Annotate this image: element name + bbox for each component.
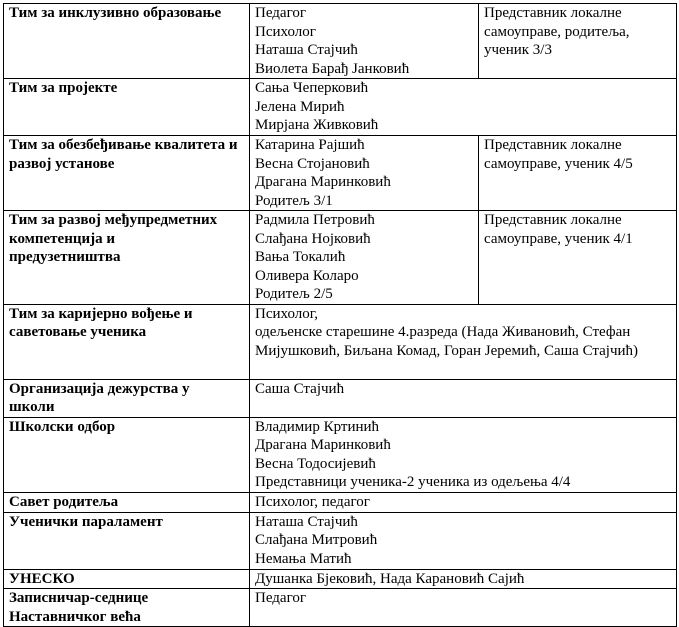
member: Мирјана Живковић [255,117,379,133]
team-name [4,512,250,569]
team-name-text: Школски одбор [9,418,116,435]
team-name [4,417,250,492]
member: Наташа Стајчић [255,42,358,58]
table-row [4,136,677,211]
member: Катарина Рајшић [255,137,365,153]
team-members [250,379,677,417]
member: Слађана Нојковић [255,230,371,247]
member: Вања Токалић [255,249,346,265]
table-row [4,79,677,136]
team-members [250,569,677,589]
team-name [4,211,250,305]
team-name [4,492,250,512]
member: Психолог [255,23,316,40]
team-name-text: Савет родитеља [9,493,119,510]
team-extra [479,211,677,305]
team-name-text: Ученички параламент [9,513,163,530]
member: Педагог [255,590,307,606]
extra-text: Представник локалне самоуправе, ученик 4/5 [484,137,633,172]
team-name-text: УНЕСКО [9,570,75,587]
table-row [4,569,677,589]
table-row [4,417,677,492]
member: Душанка Бјековић, Нада Карановић Сајић [255,570,525,587]
extra-text: Представник локалне самоуправе, родитеља, ученик 3/3 [484,5,630,58]
team-name-text: Тим за пројекте [9,80,118,96]
member: Сања Чеперковић [255,80,369,96]
member: Немања Матић [255,550,352,567]
team-name [4,569,250,589]
team-name [4,136,250,211]
table-row [4,211,677,305]
member: одељенске старешине 4.разреда (Нада Живановић, Стефан Мијушковић, Биљана Комад, Горан Јеремић, Саша Стајчић) [255,324,639,359]
member: Оливера Коларо [255,267,359,284]
team-name-text: Организација дежурства у школи [9,380,190,415]
member: Драгана Маринковић [255,437,391,453]
team-name-text: Тим за каријерно вођење и саветовање ученика [9,305,193,340]
member: Родитељ 2/5 [255,286,333,302]
team-extra [479,4,677,79]
member: Родитељ 3/1 [255,192,333,209]
team-extra [479,136,677,211]
team-members [250,79,677,136]
team-members [250,4,479,79]
team-members [250,136,479,211]
team-name [4,79,250,136]
member: Весна Тодосијевић [255,455,376,472]
team-members [250,512,677,569]
team-members [250,417,677,492]
team-name [4,379,250,417]
member: Психолог, педагог [255,493,370,510]
team-members [250,492,677,512]
member: Виолета Барађ Јанковић [255,60,410,77]
extra-text: Представник локалне самоуправе, ученик 4/1 [484,212,633,247]
table-row [4,4,677,79]
team-name [4,4,250,79]
member: Весна Стојановић [255,155,370,172]
team-name-text: Записничар-седнице Наставничког већа [9,590,149,625]
table-row [4,379,677,417]
team-members [250,304,677,379]
team-members [250,211,479,305]
table-row [4,304,677,379]
member: Јелена Мирић [255,98,345,115]
table-row [4,492,677,512]
table-row [4,512,677,569]
member: Драгана Маринковић [255,174,391,190]
team-name-text: Тим за обезбеђивање квалитета и развој установе [9,137,238,172]
team-name-text: Тим за развој међупредметних компетенција и предузетништва [9,212,218,265]
member: Владимир Кртинић [255,418,380,435]
team-name-text: Тим за инклузивно образовање [9,5,222,21]
member: Радмила Петровић [255,212,375,228]
member: Саша Стајчић [255,380,345,397]
team-name [4,304,250,379]
member: Слађана Митровић [255,532,378,548]
member: Педагог [255,5,307,21]
teams-table [3,3,677,627]
member: Психолог, [255,305,318,322]
member: Представници ученика-2 ученика из одељења 4/4 [255,474,571,490]
member: Наташа Стајчић [255,513,358,530]
